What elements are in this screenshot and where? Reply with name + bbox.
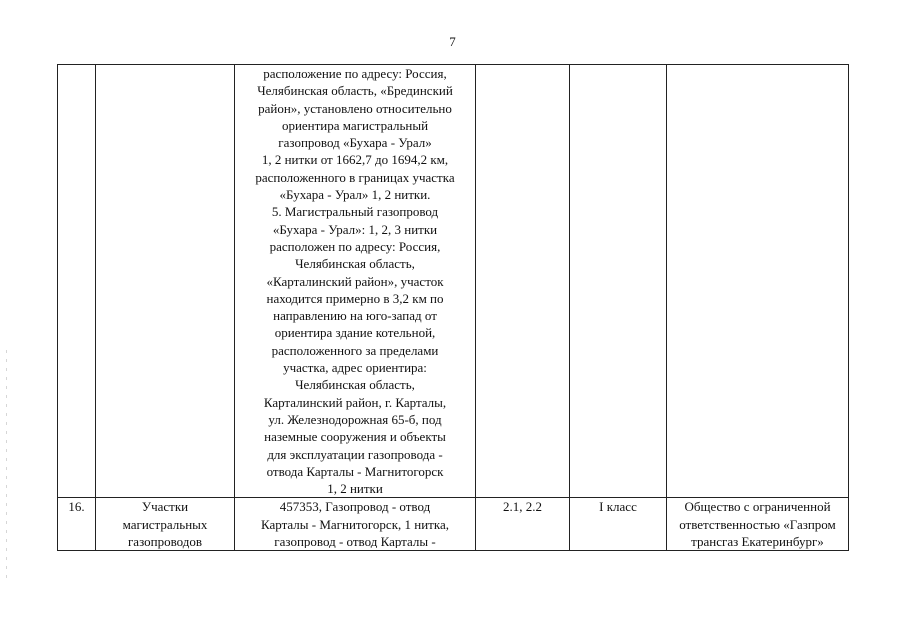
location-line: Челябинская область, — [295, 256, 415, 272]
cell-name — [96, 498, 235, 551]
location-line: 1, 2 нитки от 1662,7 до 1694,2 км, — [261, 152, 449, 168]
location-line: 5. Магистральный газопровод — [271, 204, 439, 220]
location-line: Карталинский район, г. Карталы, — [263, 394, 447, 410]
location-line: «Карталинский район», участок — [266, 273, 444, 289]
table-row-16 — [58, 498, 849, 551]
cell-location — [235, 498, 476, 551]
cell-code: 2.1, 2.2 — [476, 498, 570, 551]
location-line: район», установлено относительно — [258, 100, 452, 116]
location-line: ориентира магистральный — [281, 117, 429, 133]
cell-number — [58, 65, 96, 498]
location-line: газопровод - отвод Карталы - — [274, 534, 436, 549]
cell-operator — [667, 498, 849, 551]
location-line: участка, адрес ориентира: — [283, 360, 427, 376]
location-line: отвода Карталы - Магнитогорск — [266, 463, 444, 479]
cell-code — [476, 65, 570, 498]
table-row-continued — [58, 65, 849, 498]
name-line: Участки — [141, 499, 189, 515]
location-line: Карталы - Магнитогорск, 1 нитка, — [260, 516, 450, 532]
location-line: «Бухара - Урал» 1, 2 нитки. — [279, 187, 431, 203]
location-line: расположение по адресу: Россия, — [263, 66, 447, 81]
cell-class: I класс — [570, 498, 667, 551]
cell-class — [570, 65, 667, 498]
location-line: наземные сооружения и объекты — [264, 429, 446, 445]
registry-table — [57, 64, 849, 551]
operator-line: трансгаз Екатеринбург» — [691, 534, 824, 550]
location-line: ориентира здание котельной, — [274, 325, 436, 341]
page-number: 7 — [449, 34, 456, 49]
location-line: расположенного за пределами — [271, 342, 439, 358]
name-line: магистральных — [122, 516, 208, 532]
scan-edge-artifact — [6, 350, 7, 580]
cell-location — [235, 65, 476, 498]
name-line: газопроводов — [127, 534, 203, 550]
location-line: 457353, Газопровод - отвод — [279, 499, 431, 515]
operator-line: Общество с ограниченной — [684, 499, 831, 515]
location-line: Челябинская область, — [295, 377, 415, 393]
cell-number: 16. — [58, 498, 96, 551]
location-line: для эксплуатации газопровода - — [267, 446, 443, 462]
location-line: расположенного в границах участка — [255, 169, 455, 185]
cell-operator — [667, 65, 849, 498]
operator-line: ответственностью «Газпром — [679, 516, 836, 532]
location-line: Челябинская область, «Брединский — [257, 83, 453, 99]
location-line: ул. Железнодорожная 65-б, под — [268, 411, 442, 427]
location-line: направлению на юго-запад от — [273, 308, 437, 324]
location-line: 1, 2 нитки — [327, 481, 383, 497]
location-line: расположен по адресу: Россия, — [269, 238, 441, 254]
location-line: находится примерно в 3,2 км по — [266, 290, 444, 306]
location-line: газопровод «Бухара - Урал» — [278, 135, 432, 151]
cell-name — [96, 65, 235, 498]
location-line: «Бухара - Урал»: 1, 2, 3 нитки — [272, 221, 438, 237]
